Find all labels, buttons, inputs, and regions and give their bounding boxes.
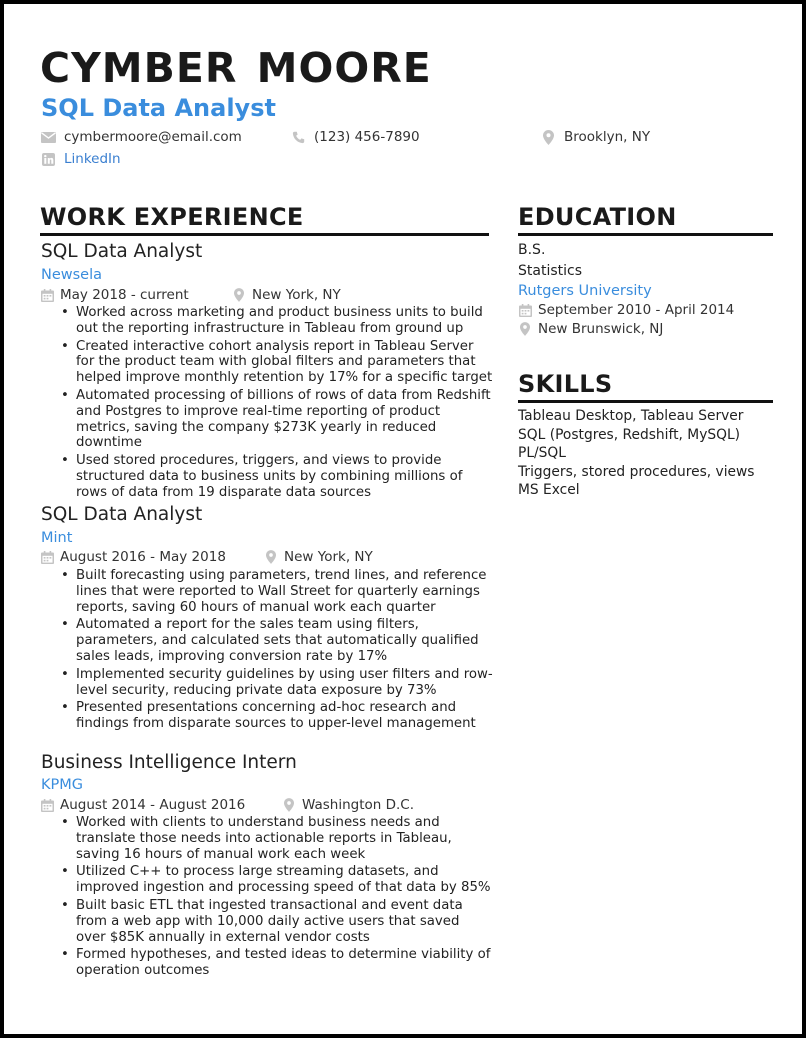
list-item: • Automated processing of billions of rows of data from Redshift and Postgres to improve real-time reporting of product metrics, saving the company $273K yearly in reduced downtime — [61, 388, 493, 451]
location-text: Brooklyn, NY — [564, 129, 651, 145]
skill-item: MS Excel — [518, 482, 580, 498]
job-company: Newsela — [41, 267, 103, 283]
education-school: Rutgers University — [518, 283, 652, 299]
work-divider — [40, 233, 489, 236]
job-title: SQL Data Analyst — [41, 241, 203, 262]
map-pin-icon — [518, 322, 532, 336]
job-location-text: New York, NY — [252, 287, 341, 303]
job-dates-text: August 2016 - May 2018 — [60, 549, 226, 565]
candidate-title: SQL Data Analyst — [41, 94, 276, 122]
job-bullets — [61, 305, 493, 503]
job-company: Mint — [41, 530, 73, 546]
list-item: • Utilized C++ to process large streaming datasets, and improved ingestion and processing speed of that data by 85% — [61, 864, 493, 896]
calendar-icon — [40, 799, 54, 812]
skill-item: SQL (Postgres, Redshift, MySQL) — [518, 426, 741, 443]
candidate-name: CYMBER MOORE — [40, 44, 432, 92]
linkedin-icon — [40, 153, 56, 166]
job-location-text: New York, NY — [284, 549, 373, 565]
education-heading: EDUCATION — [518, 203, 677, 231]
job-dates — [40, 549, 226, 565]
job-title: SQL Data Analyst — [41, 504, 203, 525]
contact-email — [40, 129, 242, 145]
list-item: • Worked across marketing and product business units to build out the reporting infrastructure in Tableau from ground up — [61, 305, 493, 337]
job-bullets — [61, 568, 493, 734]
job-dates-text: May 2018 - current — [60, 287, 189, 303]
list-item: • Presented presentations concerning ad-hoc research and findings from disparate sources to upper-level management — [61, 700, 493, 732]
job-title: Business Intelligence Intern — [41, 752, 297, 773]
job-dates — [40, 287, 189, 303]
job-location — [264, 549, 373, 565]
list-item: • Built basic ETL that ingested transactional and event data from a web app with 10,000 daily active users that saved over $85K annually in external vendor costs — [61, 898, 493, 945]
skills-list — [518, 407, 755, 500]
contact-phone — [290, 129, 420, 145]
map-pin-icon — [232, 288, 246, 302]
linkedin-link[interactable]: LinkedIn — [64, 151, 121, 167]
education-divider — [518, 233, 773, 236]
skills-divider — [518, 400, 773, 403]
list-item: • Used stored procedures, triggers, and views to provide structured data to business units by combining millions of rows of data from 19 disparate data sources — [61, 453, 493, 500]
email-text: cymbermoore@email.com — [64, 129, 242, 145]
envelope-icon — [40, 132, 56, 143]
skills-heading: SKILLS — [518, 370, 613, 398]
education-dates-text: September 2010 - April 2014 — [538, 302, 735, 318]
job-dates-text: August 2014 - August 2016 — [60, 797, 246, 813]
map-pin-icon — [264, 550, 278, 564]
skill-item: PL/SQL — [518, 445, 566, 461]
calendar-icon — [40, 551, 54, 564]
contact-linkedin[interactable] — [40, 151, 121, 167]
job-location — [232, 287, 341, 303]
calendar-icon — [40, 289, 54, 302]
education-dates — [518, 302, 734, 318]
phone-text: (123) 456-7890 — [314, 129, 420, 145]
map-pin-icon — [540, 130, 556, 145]
job-company: KPMG — [41, 777, 83, 793]
job-bullets — [61, 815, 493, 981]
calendar-icon — [518, 304, 532, 317]
work-experience-heading: WORK EXPERIENCE — [40, 203, 304, 231]
education-field: Statistics — [518, 263, 582, 279]
list-item: • Created interactive cohort analysis report in Tableau Server for the product team with global filters and parameters that helped improve monthly retention by 17% for a specific target — [61, 339, 493, 386]
skill-item: Triggers, stored procedures, views — [518, 463, 755, 480]
job-location-text: Washington D.C. — [302, 797, 415, 813]
education-location — [518, 321, 663, 337]
map-pin-icon — [282, 798, 296, 812]
job-location — [282, 797, 414, 813]
phone-icon — [290, 131, 306, 144]
list-item: • Automated a report for the sales team using filters, parameters, and calculated sets that automatically qualified sales leads, improving conversion rate by 17% — [61, 617, 493, 664]
list-item: • Formed hypotheses, and tested ideas to determine viability of operation outcomes — [61, 947, 493, 979]
list-item: • Implemented security guidelines by using user filters and row-level security, reducing private data exposure by 73% — [61, 667, 493, 699]
education-location-text: New Brunswick, NJ — [538, 321, 664, 337]
education-degree: B.S. — [518, 242, 546, 258]
skill-item: Tableau Desktop, Tableau Server — [518, 408, 744, 424]
list-item: • Worked with clients to understand business needs and translate those needs into actionable reports in Tableau, saving 16 hours of manual work each week — [61, 815, 493, 862]
contact-location — [540, 129, 650, 145]
job-dates — [40, 797, 245, 813]
list-item: • Built forecasting using parameters, trend lines, and reference lines that were reported to Wall Street for quarterly earnings reports, saving 60 hours of manual work each quarter — [61, 568, 493, 615]
